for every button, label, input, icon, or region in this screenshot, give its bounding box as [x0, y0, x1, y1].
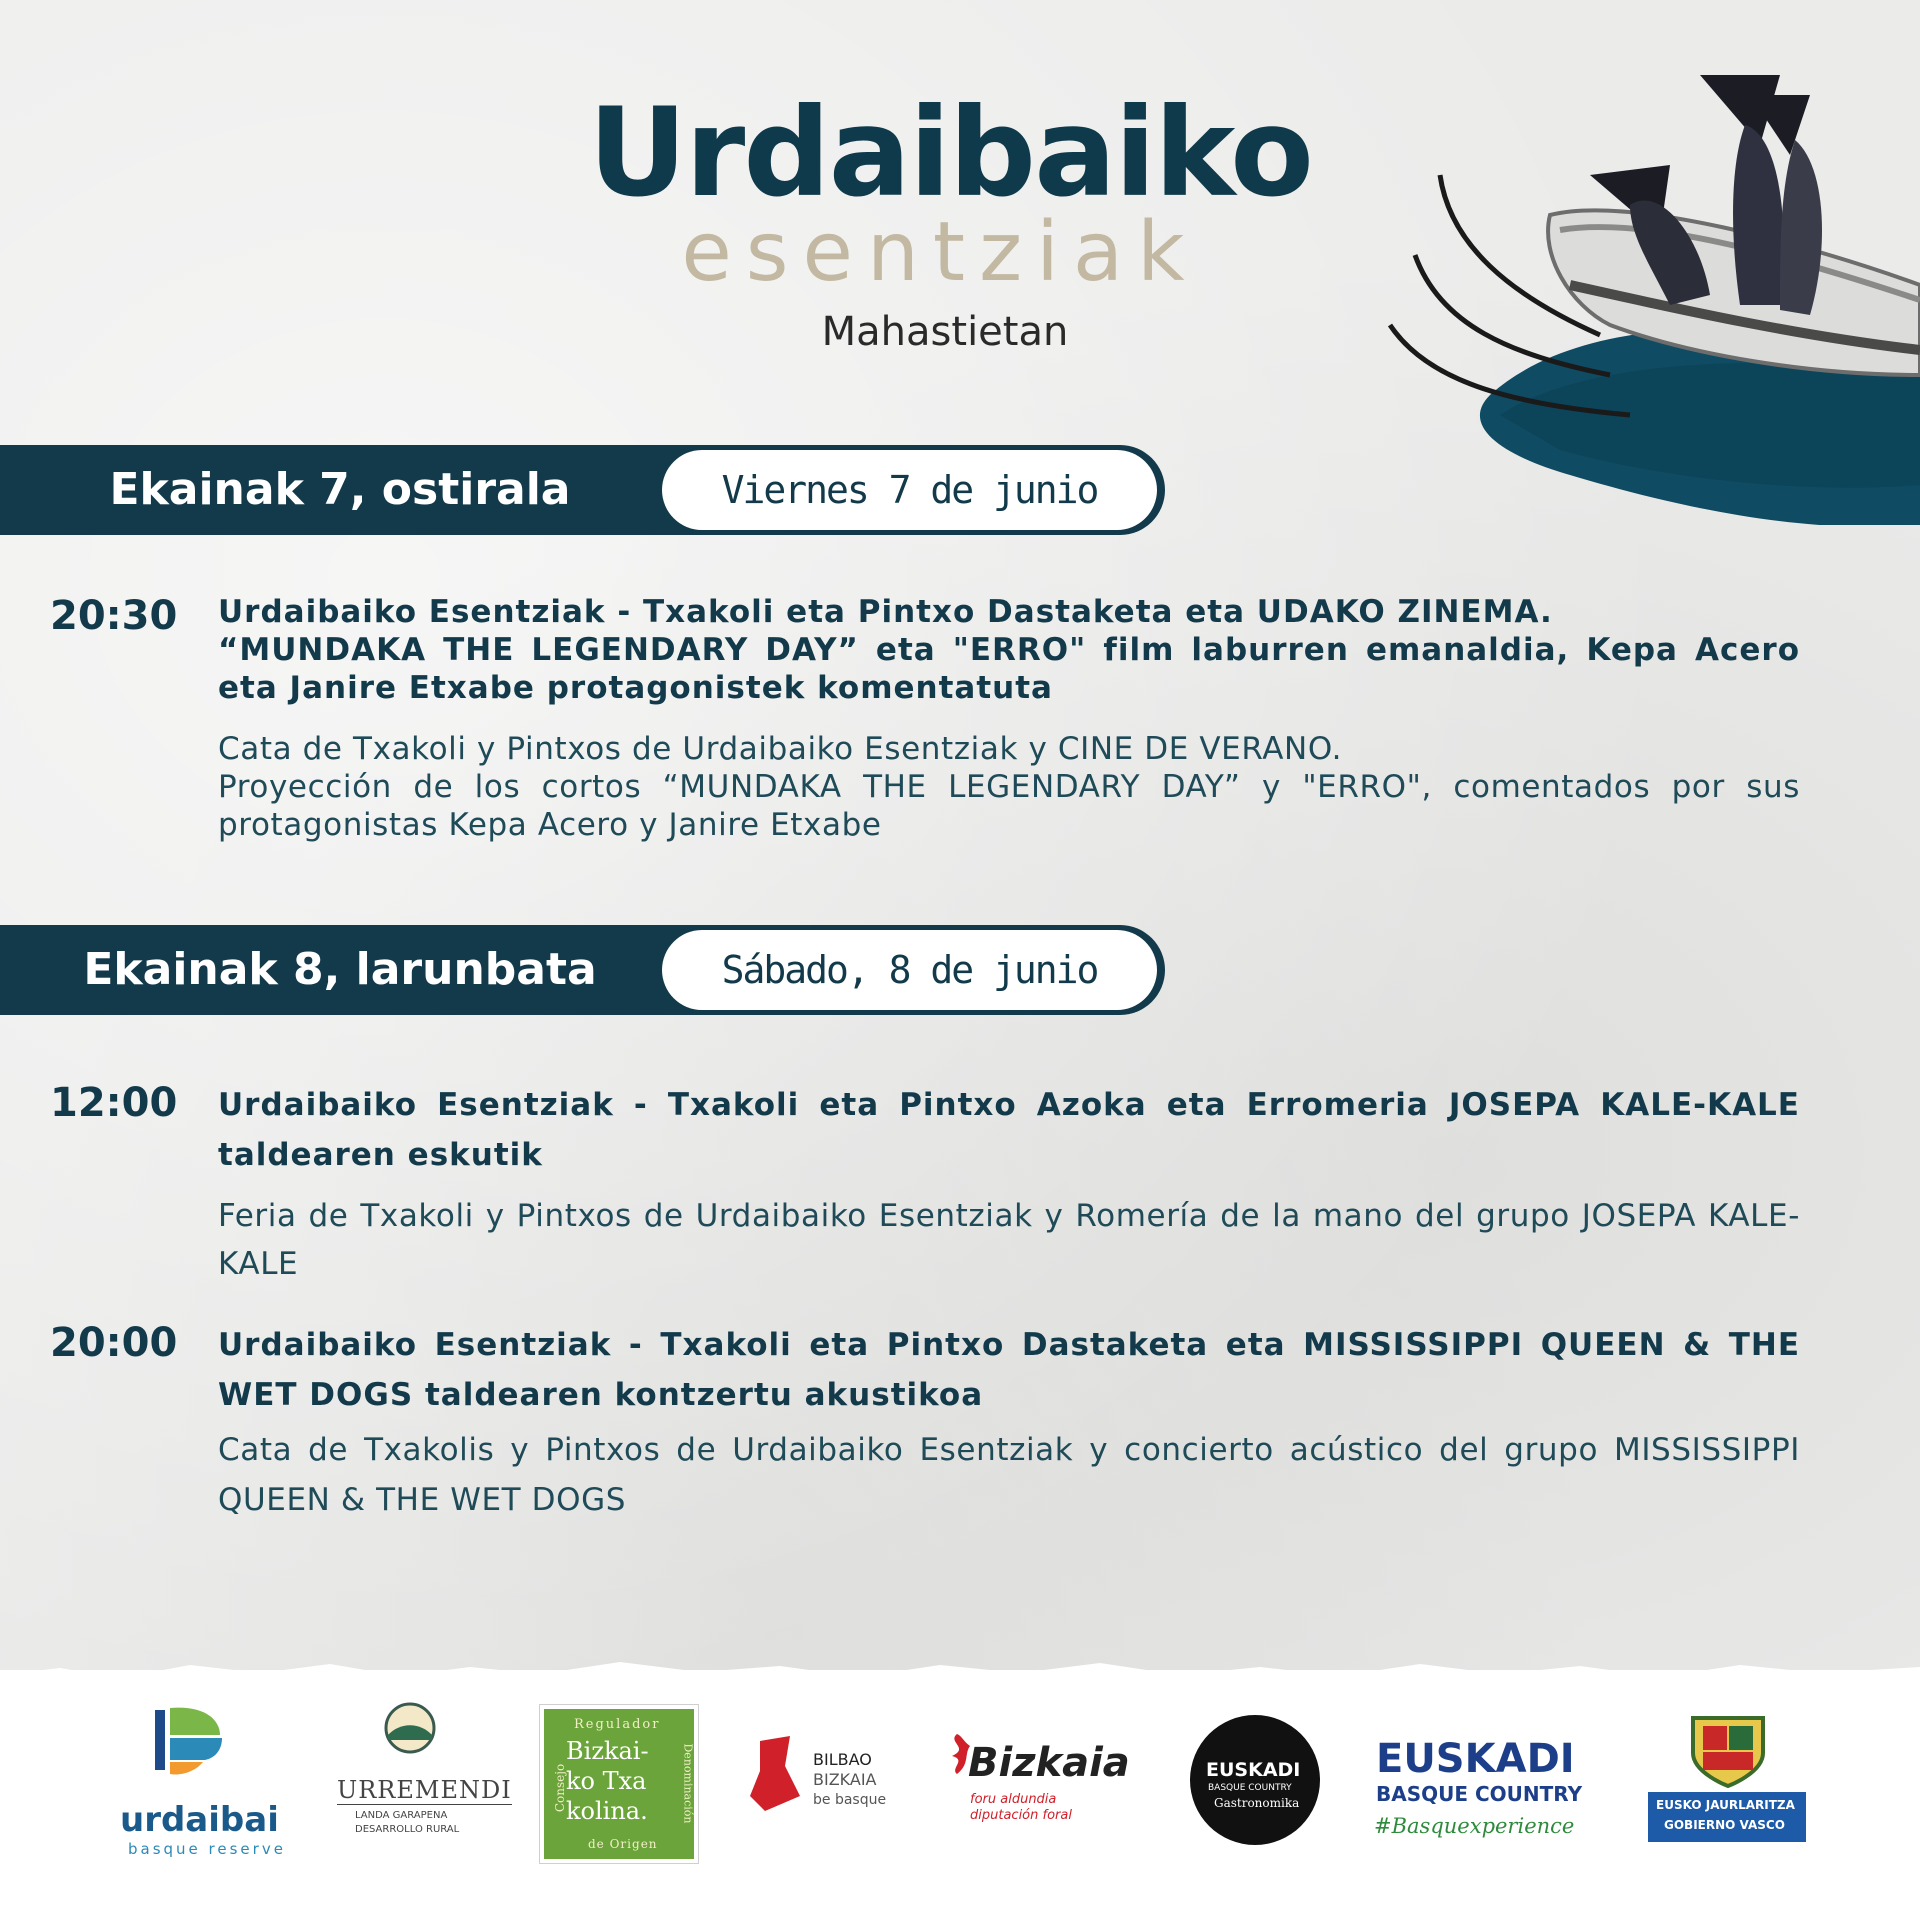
day-label-es: Viernes 7 de junio	[721, 468, 1098, 512]
logo-text: BIZKAIA	[813, 1770, 877, 1789]
event-line: Feria de Txakoli y Pintxos de Urdaibaiko Esentziak y Romería de la mano del grupo JOSEPA KALE-KALE	[218, 1198, 1800, 1282]
event-description-eu	[218, 1320, 1800, 1420]
day-label-eu: Ekainak 7, ostirala	[109, 464, 571, 515]
logo-text: basque reserve	[128, 1840, 286, 1858]
logo-text: BILBAO	[813, 1750, 872, 1769]
event-line: Urdaibaiko Esentziak - Txakoli eta Pintxo Dastaketa eta UDAKO ZINEMA.	[218, 594, 1553, 630]
event-item	[50, 1320, 1800, 1520]
day-banner-1	[0, 445, 1165, 535]
urdaibai-mark-icon	[110, 1700, 280, 1800]
tuna-body-3	[1780, 140, 1822, 315]
event-line: Urdaibaiko Esentziak - Txakoli eta Pintxo Azoka eta Erromeria JOSEPA KALE-KALE taldearen eskutik	[218, 1087, 1800, 1173]
bilbao-mark-icon	[745, 1736, 805, 1816]
event-time: 20:00	[50, 1320, 178, 1366]
event-time: 12:00	[50, 1080, 178, 1126]
event-line: Urdaibaiko Esentziak - Txakoli eta Pintxo Dastaketa eta MISSISSIPPI QUEEN & THE WET DOGS taldearen kontzertu akustikoa	[218, 1327, 1800, 1413]
euskadi-gastronomika-logo	[1190, 1715, 1320, 1845]
logo-text: de Origen	[588, 1837, 658, 1851]
event-description-es	[218, 1425, 1800, 1525]
logo-text: DESARROLLO RURAL	[355, 1824, 460, 1835]
event-time: 20:30	[50, 593, 178, 639]
event-line: Cata de Txakolis y Pintxos de Urdaibaiko Esentziak y concierto acústico del grupo MISSISSIPPI QUEEN & THE WET DOGS	[218, 1432, 1800, 1518]
event-line: Proyección de los cortos “MUNDAKA THE LEGENDARY DAY” y "ERRO", comentados por sus protagonistas Kepa Acero y Janire Etxabe	[218, 769, 1800, 843]
tuna-body-2	[1733, 125, 1784, 305]
logo-text: LANDA GARAPENA	[355, 1810, 448, 1821]
txakolina-logo	[540, 1705, 698, 1863]
logo-text: BASQUE COUNTRY	[1376, 1782, 1583, 1806]
logo-text: Regulador	[574, 1717, 661, 1732]
coat-of-arms-icon	[1683, 1708, 1773, 1788]
urremendi-logo	[335, 1700, 512, 1860]
event-description-eu	[218, 1080, 1800, 1180]
logo-text: be basque	[813, 1792, 887, 1808]
event-line: “MUNDAKA THE LEGENDARY DAY” eta "ERRO" film laburren emanaldia, Kepa Acero eta Janire Etxabe protagonistek komentatuta	[218, 632, 1800, 706]
logo-text: Denominación	[681, 1743, 695, 1824]
logo-text: kolina.	[566, 1797, 648, 1825]
event-description-eu	[218, 593, 1800, 707]
logo-text: diputación foral	[970, 1808, 1072, 1823]
logo-text: EUSKO JAURLARITZA	[1656, 1798, 1795, 1812]
logo-text: BASQUE COUNTRY	[1208, 1783, 1292, 1793]
boat-tuna-illustration	[1370, 55, 1920, 525]
logo-text: URREMENDI	[337, 1776, 512, 1804]
poster-tagline: Mahastietan	[821, 309, 1069, 355]
logo-text: ko Txa	[566, 1767, 647, 1795]
logo-text: EUSKADI	[1376, 1736, 1575, 1782]
day-banner-2	[0, 925, 1165, 1015]
poster-title: Urdaibaiko	[588, 82, 1312, 224]
urremendi-mark-icon	[335, 1700, 485, 1755]
logo-text: EUSKADI	[1206, 1759, 1301, 1781]
event-item	[50, 1080, 1800, 1282]
event-description-es	[218, 1192, 1800, 1288]
euskadi-basque-country-logo	[1370, 1700, 1590, 1860]
logo-text: Gastronomika	[1214, 1796, 1300, 1810]
logo-text: Consejo	[553, 1763, 568, 1813]
logo-text: Bizkaia	[968, 1740, 1130, 1786]
logo-text: #Basquexperience	[1374, 1814, 1575, 1838]
day-label-eu: Ekainak 8, larunbata	[83, 944, 597, 995]
bizkaia-logo	[940, 1700, 1130, 1860]
logo-text: urdaibai	[120, 1800, 279, 1840]
logo-text: GOBIERNO VASCO	[1664, 1818, 1785, 1832]
day-label-es: Sábado, 8 de junio	[721, 948, 1098, 992]
urdaibai-logo	[110, 1700, 286, 1860]
bilbao-bizkaia-logo	[745, 1700, 895, 1860]
eusko-jaurlaritza-logo	[1648, 1700, 1808, 1860]
event-item	[50, 593, 1800, 853]
event-line: Cata de Txakoli y Pintxos de Urdaibaiko Esentziak y CINE DE VERANO.	[218, 731, 1343, 767]
poster-subtitle: esentziak	[681, 205, 1199, 300]
logo-text: foru aldundia	[970, 1792, 1057, 1807]
event-description-es	[218, 730, 1800, 844]
logo-text: Bizkai-	[566, 1737, 649, 1765]
